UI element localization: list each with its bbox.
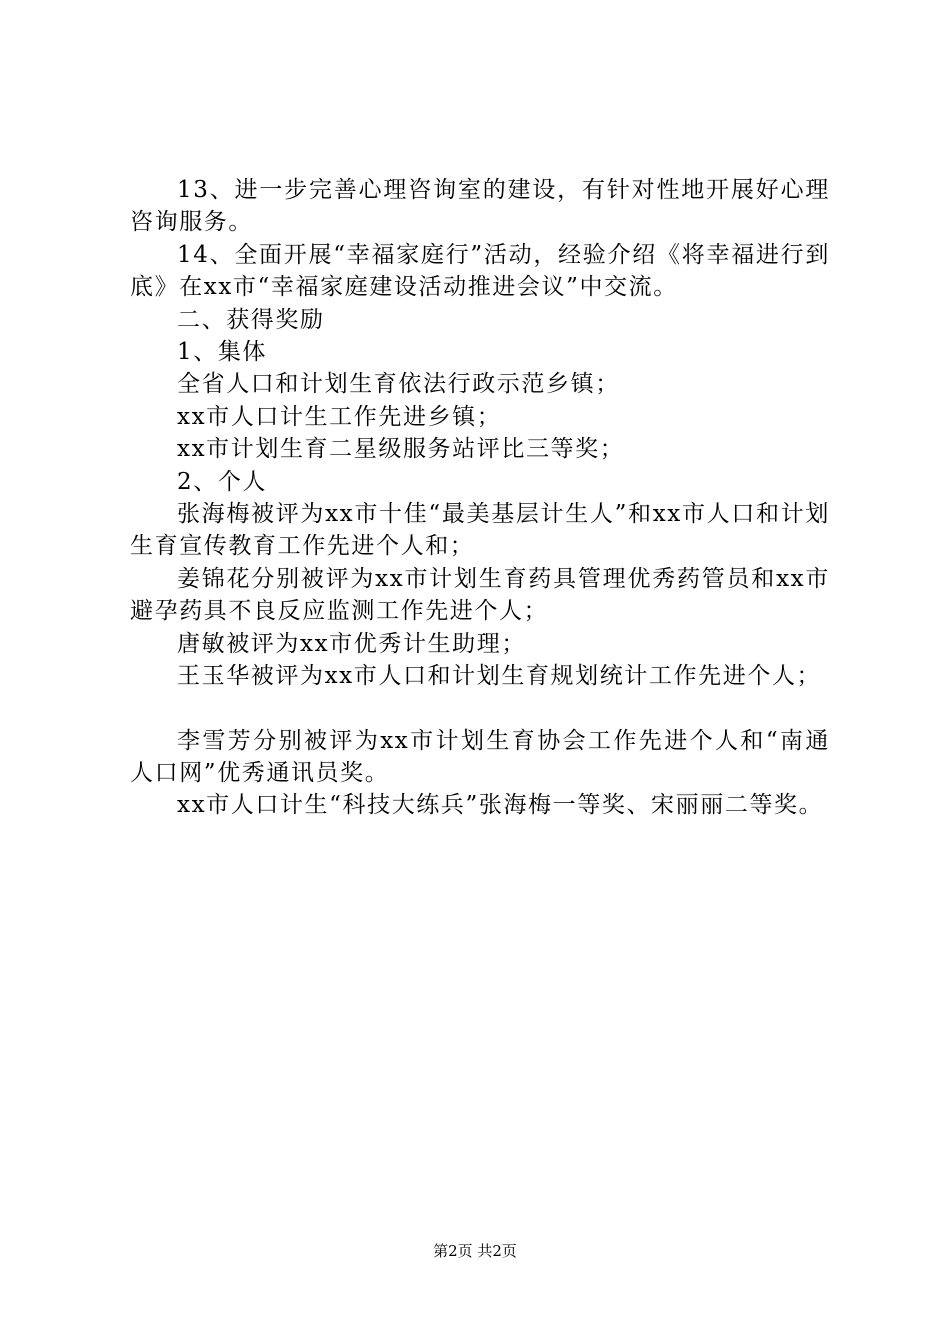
award-individual-5: 李雪芳分别被评为xx市计划生育协会工作先进个人和“南通人口网”优秀通讯员奖。 (130, 727, 830, 786)
award-individual-6: xx市人口计生“科技大练兵”张海梅一等奖、宋丽丽二等奖。 (177, 792, 824, 819)
section-heading-awards: 二、获得奖励 (177, 306, 325, 333)
award-collective-2: xx市人口计生工作先进乡镇； (177, 403, 502, 430)
paragraph-item-14: 14、全面开展“幸福家庭行”活动，经验介绍《将幸福进行到底》在xx市“幸福家庭建设活动推进会议”中交流。 (130, 241, 830, 301)
blank-line (130, 693, 830, 725)
subheading-collective: 1、集体 (177, 339, 268, 366)
award-collective-1: 全省人口和计划生育依法行政示范乡镇； (177, 371, 620, 398)
subheading-individual: 2、个人 (177, 468, 268, 495)
award-collective-3: xx市计划生育二星级服务站评比三等奖； (177, 436, 625, 463)
award-individual-2: 姜锦花分别被评为xx市计划生育药具管理优秀药管员和xx市避孕药具不良反应监测工作先进个人； (130, 565, 830, 625)
paragraph-item-13: 13、进一步完善心理咨询室的建设，有针对性地开展好心理咨询服务。 (130, 177, 830, 236)
award-individual-3: 唐敏被评为xx市优秀计生助理； (177, 630, 526, 657)
document-body (130, 174, 830, 822)
page-number-label: 第2页 共2页 (433, 1242, 517, 1260)
page-footer (0, 1241, 950, 1261)
award-individual-4: 王玉华被评为xx市人口和计划生育规划统计工作先进个人； (177, 663, 822, 690)
award-individual-1: 张海梅被评为xx市十佳“最美基层计生人”和xx市人口和计划生育宣传教育工作先进个人和； (130, 501, 830, 560)
